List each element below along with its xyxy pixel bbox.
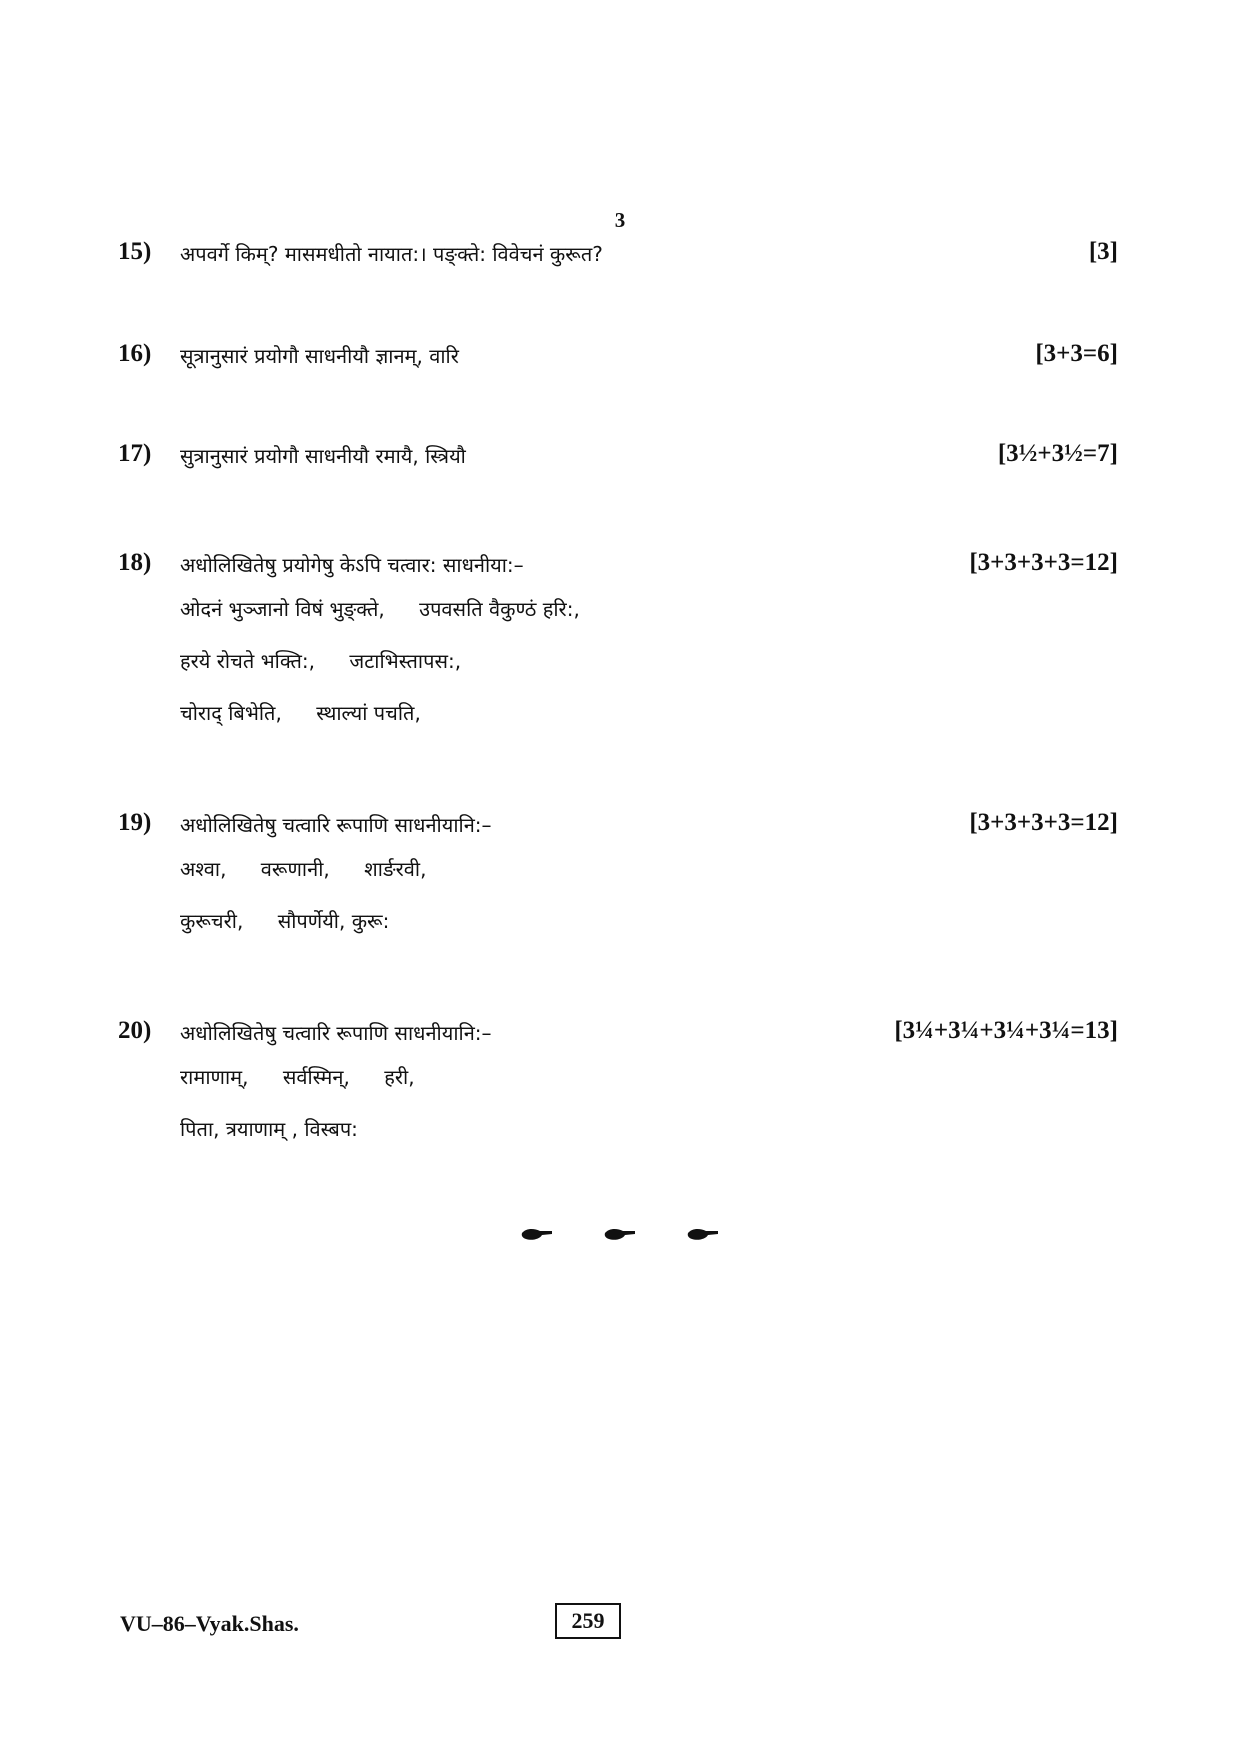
item: वरूणानी, [260, 857, 330, 881]
item: चोराद् बिभेति, [180, 701, 282, 725]
item: ओदनं भुञ्जानो विषं भुङ्क्ते, [180, 597, 385, 621]
page-number: 3 [614, 208, 626, 232]
question-marks: [3¼+3¼+3¼+3¼=13] [894, 1017, 1118, 1044]
question-items [180, 855, 1118, 959]
question-items [180, 1063, 1118, 1167]
question-items [180, 595, 1118, 751]
item-line [180, 855, 1118, 907]
item-line [180, 699, 1118, 751]
question-text: अपवर्गे किम्? मासमधीतो नायात:। पङ्क्ते: विवेचनं कुरूत? [180, 242, 603, 266]
pointing-hand-icon [603, 1224, 637, 1244]
question-number: 20) [118, 1017, 152, 1044]
question-18 [118, 545, 1118, 751]
item: कुरूचरी, [180, 909, 244, 933]
question-20 [118, 1013, 1118, 1167]
footer-page-number: 259 [555, 1603, 621, 1639]
item-line [180, 1063, 1118, 1115]
question-number: 18) [118, 549, 152, 576]
item: शार्ङरवी, [364, 857, 427, 881]
question-number: 16) [118, 340, 152, 367]
question-number: 19) [118, 809, 152, 836]
question-text: अधोलिखितेषु चत्वारि रूपाणि साधनीयानि:– [180, 1021, 492, 1045]
pointing-hand-icon [520, 1224, 554, 1244]
question-marks: [3+3=6] [1035, 340, 1118, 367]
question-text: अधोलिखितेषु चत्वारि रूपाणि साधनीयानि:– [180, 813, 492, 837]
item: हरी, [384, 1065, 415, 1089]
item-line [180, 1115, 1118, 1167]
item: उपवसति वैकुण्ठं हरि:, [419, 597, 580, 621]
question-number: 15) [118, 238, 152, 265]
question-15 [118, 234, 1118, 274]
question-marks: [3+3+3+3=12] [969, 549, 1118, 576]
item: अश्वा, [180, 857, 227, 881]
item: हरये रोचते भक्ति:, [180, 649, 316, 673]
question-text: अधोलिखितेषु प्रयोगेषु केऽपि चत्वार: साधनीया:– [180, 553, 524, 577]
item: स्थाल्यां पचति, [316, 701, 421, 725]
item: पिता, त्रयाणाम् , विस्बप: [180, 1117, 358, 1141]
item: सर्वस्मिन्, [282, 1065, 350, 1089]
question-number: 17) [118, 440, 152, 467]
question-text: सुत्रानुसारं प्रयोगौ साधनीयौ रमायै, स्त्रियौ [180, 444, 466, 468]
pointing-hand-icon [686, 1224, 720, 1244]
paper-code: VU–86–Vyak.Shas. [120, 1611, 299, 1636]
question-marks: [3+3+3+3=12] [969, 809, 1118, 836]
item-line [180, 595, 1118, 647]
question-19 [118, 805, 1118, 959]
question-marks: [3½+3½=7] [997, 440, 1118, 467]
item: सौपर्णेयी, कुरू: [277, 909, 390, 933]
question-text: सूत्रानुसारं प्रयोगौ साधनीयौ ज्ञानम्, वारि [180, 344, 459, 368]
question-17 [118, 436, 1118, 476]
item-line [180, 907, 1118, 959]
item: जटाभिस्तापस:, [349, 649, 462, 673]
item-line [180, 647, 1118, 699]
end-ornament [0, 1224, 1240, 1248]
question-marks: [3] [1088, 238, 1118, 265]
item: रामाणाम्, [180, 1065, 249, 1089]
question-16 [118, 336, 1118, 376]
